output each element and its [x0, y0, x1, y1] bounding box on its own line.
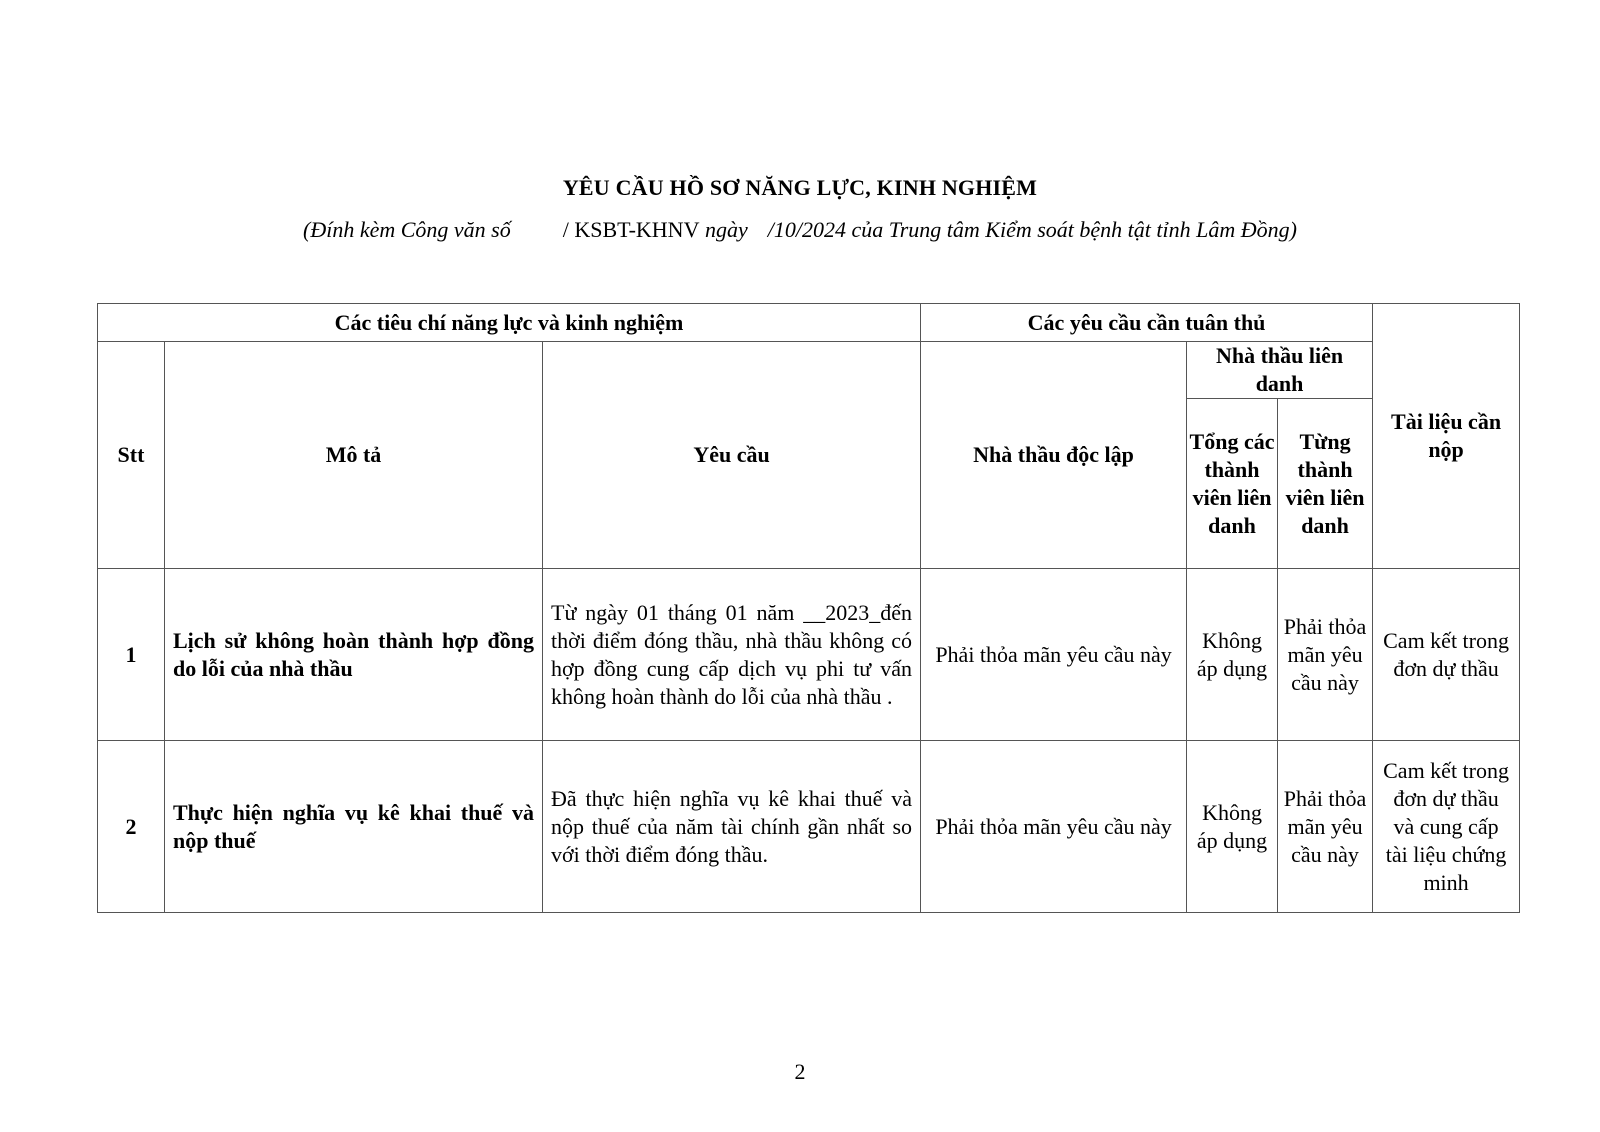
header-description: Mô tả	[165, 342, 543, 569]
row-documents: Cam kết trong đơn dự thầu và cung cấp tài liệu chứng minh	[1373, 741, 1520, 913]
row-requirement: Đã thực hiện nghĩa vụ kê khai thuế và nộp thuế của năm tài chính gần nhất so với thời điểm đóng thầu.	[543, 741, 921, 913]
header-independent-contractor: Nhà thầu độc lập	[921, 342, 1187, 569]
table-header-row-2	[98, 342, 1520, 399]
header-joint-venture: Nhà thầu liên danh	[1187, 342, 1373, 399]
row-description: Lịch sử không hoàn thành hợp đồng do lỗi của nhà thầu	[165, 569, 543, 741]
row-jv-each: Phải thỏa mãn yêu cầu này	[1278, 569, 1373, 741]
header-jv-total: Tổng các thành viên liên danh	[1187, 399, 1278, 569]
subtitle-issuer: /10/2024 của Trung tâm Kiểm soát bệnh tật tỉnh Lâm Đồng)	[767, 217, 1297, 242]
row-documents: Cam kết trong đơn dự thầu	[1373, 569, 1520, 741]
table-header-row-1	[98, 304, 1520, 342]
row-stt: 2	[98, 741, 165, 913]
row-jv-each: Phải thỏa mãn yêu cầu này	[1278, 741, 1373, 913]
table-row	[98, 569, 1520, 741]
header-stt: Stt	[98, 342, 165, 569]
subtitle-date-label: ngày	[704, 217, 748, 242]
row-requirement: Từ ngày 01 tháng 01 năm __2023_đến thời điểm đóng thầu, nhà thầu không có hợp đồng cung cấp dịch vụ phi tư vấn không hoàn thành do lỗi của nhà thầu .	[543, 569, 921, 741]
subtitle-attachment: (Đính kèm Công văn số	[303, 217, 511, 242]
row-jv-total: Không áp dụng	[1187, 741, 1278, 913]
table-row	[98, 741, 1520, 913]
header-criteria-group: Các tiêu chí năng lực và kinh nghiệm	[98, 304, 921, 342]
row-jv-total: Không áp dụng	[1187, 569, 1278, 741]
header-compliance-group: Các yêu cầu cần tuân thủ	[921, 304, 1373, 342]
header-jv-each: Từng thành viên liên danh	[1278, 399, 1373, 569]
row-description: Thực hiện nghĩa vụ kê khai thuế và nộp thuế	[165, 741, 543, 913]
criteria-table	[97, 303, 1520, 913]
row-stt: 1	[98, 569, 165, 741]
page-number: 2	[794, 1059, 806, 1084]
row-independent: Phải thỏa mãn yêu cầu này	[921, 741, 1187, 913]
header-documents: Tài liệu cần nộp	[1373, 304, 1520, 569]
document-title: YÊU CẦU HỒ SƠ NĂNG LỰC, KINH NGHIỆM	[562, 175, 1038, 200]
subtitle-doc-code: / KSBT-KHNV	[562, 217, 700, 242]
row-independent: Phải thỏa mãn yêu cầu này	[921, 569, 1187, 741]
document-subtitle	[0, 216, 1600, 244]
header-requirement: Yêu cầu	[543, 342, 921, 569]
